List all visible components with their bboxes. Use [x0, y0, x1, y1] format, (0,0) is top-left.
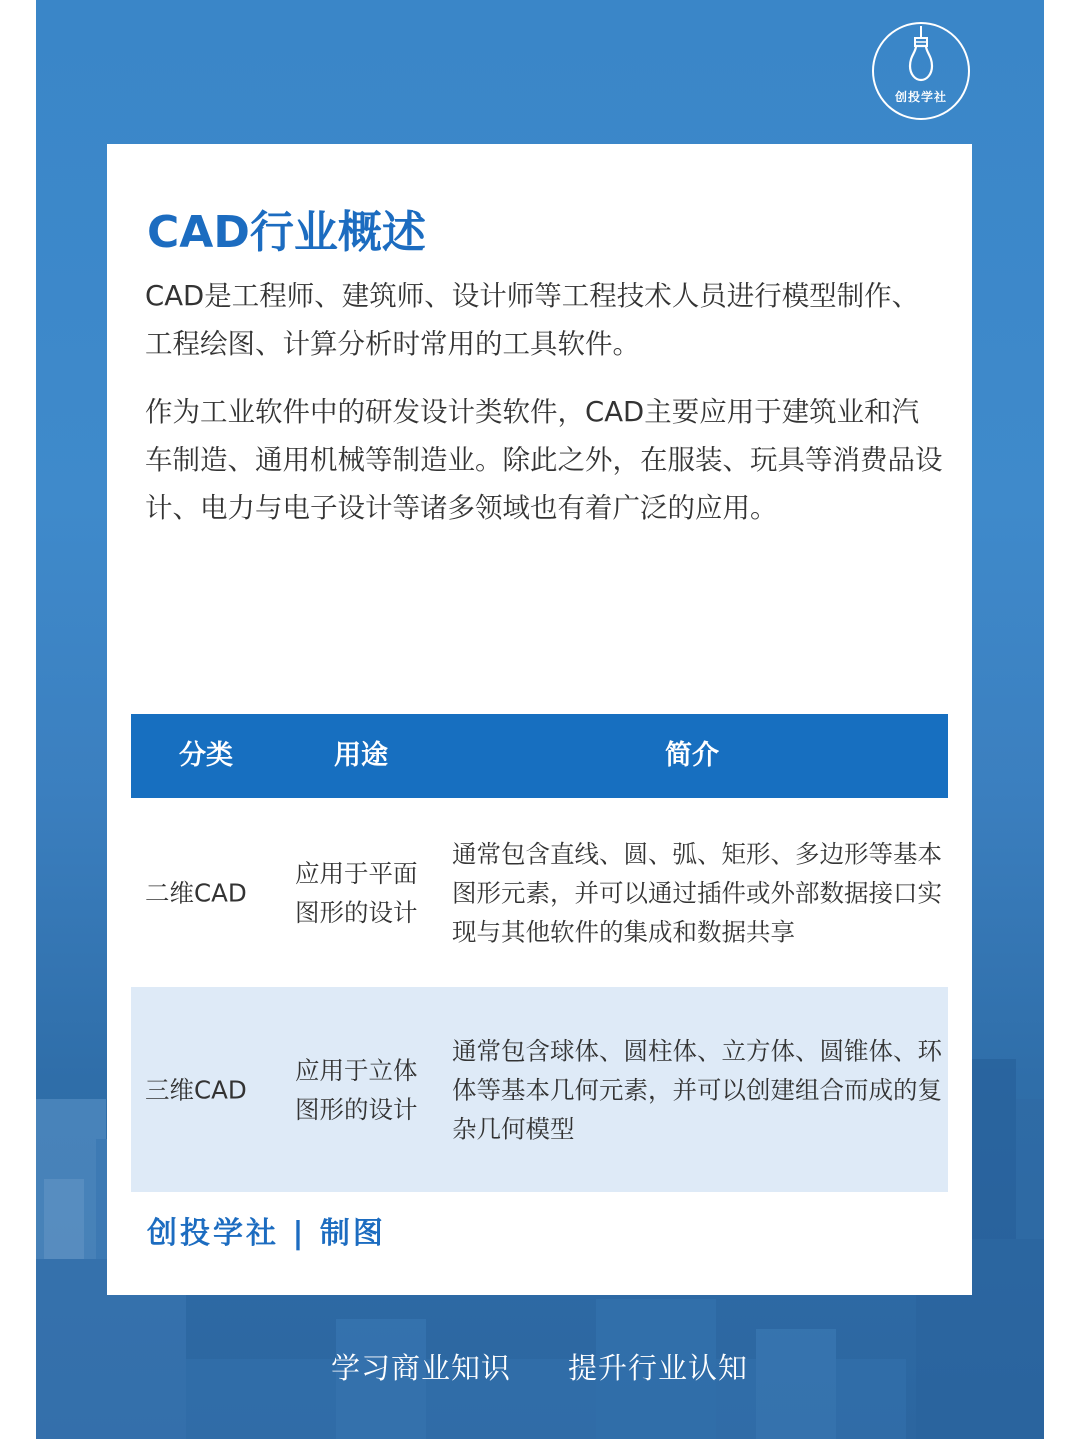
cell-description: 通常包含直线、圆、弧、矩形、多边形等基本图形元素，并可以通过插件或外部数据接口实现与其他软件的集成和数据共享 — [452, 839, 942, 946]
cell-category: 二维CAD — [145, 878, 247, 907]
table-row — [131, 798, 948, 987]
application-paragraph: 作为工业软件中的研发设计类软件，CAD主要应用于建筑业和汽车制造、通用机械等制造业。除此之外，在服装、玩具等消费品设计、电力与电子设计等诸多领域也有着广泛的应用。 — [145, 396, 943, 524]
logo-text: 创投学社 — [894, 90, 947, 104]
header-category: 分类 — [179, 740, 233, 771]
table-header — [131, 714, 948, 798]
source-credit: 创投学社 | 制图 — [147, 1216, 386, 1251]
page-title: CAD行业概述 — [147, 207, 426, 258]
cad-category-table — [131, 714, 948, 1192]
cell-category: 三维CAD — [145, 1075, 247, 1104]
header-use: 用途 — [334, 740, 388, 771]
cell-use: 应用于立体图形的设计 — [295, 1055, 418, 1124]
cell-description: 通常包含球体、圆柱体、立方体、圆锥体、环体等基本几何元素，并可以创建组合而成的复杂几何模型 — [452, 1036, 942, 1143]
header-description: 简介 — [665, 740, 719, 771]
lightbulb-icon — [906, 26, 936, 84]
footer-slogan: 学习商业知识 — [331, 1351, 512, 1385]
brand-logo — [872, 22, 970, 120]
content-card — [107, 144, 972, 1295]
cell-use: 应用于平面图形的设计 — [295, 858, 418, 927]
table-row — [131, 987, 948, 1192]
intro-paragraph: CAD是工程师、建筑师、设计师等工程技术人员进行模型制作、工程绘图、计算分析时常用的工具软件。 — [145, 280, 920, 360]
footer-slogan: 提升行业认知 — [568, 1351, 749, 1385]
